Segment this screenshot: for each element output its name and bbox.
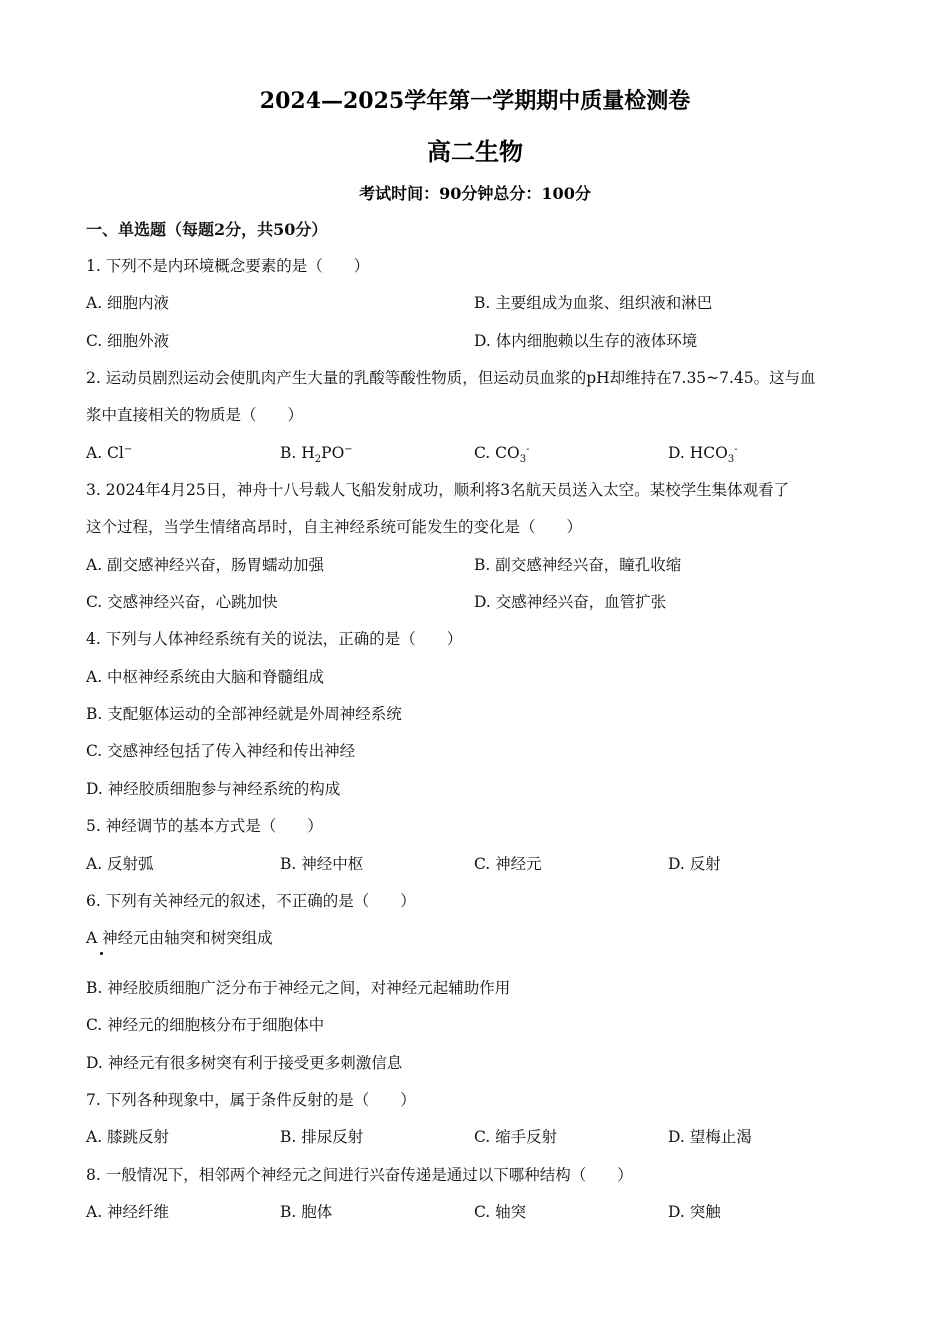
question-2-option-c [474,443,530,466]
question-7-option-c: C. 缩手反射 [474,1128,558,1146]
option-b-charge: − [344,443,353,455]
question-8-option-c: C. 轴突 [474,1203,527,1221]
question-1-option-b: B. 主要组成为血浆、组织液和淋巴 [474,294,713,312]
question-2-stem-line-1: 2. 运动员剧烈运动会使肌肉产生大量的乳酸等酸性物质，但运动员血浆的pH却维持在7.35~7.45。这与血 [86,369,816,387]
question-8-option-b: B. 胞体 [280,1203,333,1221]
option-c-text: C. CO [474,444,520,462]
question-2-option-d [668,443,738,466]
question-2-stem-line-2: 浆中直接相关的物质是（ ） [86,406,304,424]
question-6-option-b: B. 神经胶质细胞广泛分布于神经元之间，对神经元起辅助作用 [86,979,511,997]
question-1-stem: 1. 下列不是内环境概念要素的是（ ） [86,257,370,275]
question-5-option-b: B. 神经中枢 [280,855,364,873]
subject-title: 高二生物 [427,137,523,166]
option-d-subscript: 3 [727,454,735,466]
question-4-option-c: C. 交感神经包括了传入神经和传出神经 [86,742,356,760]
question-6-option-a: A 神经元由轴突和树突组成 [86,929,273,947]
question-7-option-a: A. 膝跳反射 [86,1128,170,1146]
option-a-text: A. Cl [86,444,124,462]
question-6-option-d: D. 神经元有很多树突有利于接受更多刺激信息 [86,1054,403,1072]
option-a-charge: − [123,443,133,455]
question-6-option-c: C. 神经元的细胞核分布于细胞体中 [86,1016,325,1034]
question-3-option-a: A. 副交感神经兴奋，肠胃蠕动加强 [86,556,325,574]
question-7-option-b: B. 排尿反射 [280,1128,364,1146]
option-c-subscript: 3 [519,454,527,466]
question-5-stem: 5. 神经调节的基本方式是（ ） [86,817,323,835]
question-4-option-b: B. 支配躯体运动的全部神经就是外周神经系统 [86,705,402,723]
question-3-stem-line-1: 3. 2024年4月25日，神舟十八号载人飞船发射成功，顺利将3名航天员送入太空。某校学生集体观看了 [86,481,790,499]
question-8-option-a: A. 神经纤维 [86,1203,170,1221]
option-b-text-2: PO [321,444,345,462]
question-5-option-c: C. 神经元 [474,855,542,873]
section-heading: 一、单选题（每题2分，共50分） [86,220,328,239]
question-6-stem: 6. 下列有关神经元的叙述，不正确的是（ ） [86,892,416,910]
question-3-option-c: C. 交感神经兴奋，心跳加快 [86,593,278,611]
question-2-option-a [86,443,132,463]
exam-title: 2024—2025学年第一学期期中质量检测卷 [259,88,691,114]
question-2-option-b [280,443,353,466]
option-b-text: B. H [280,444,315,462]
question-1-option-a: A. 细胞内液 [86,294,170,312]
emphasis-dot [100,952,103,955]
question-5-option-a: A. 反射弧 [86,855,154,873]
question-5-option-d: D. 反射 [668,855,721,873]
question-7-option-d: D. 望梅止渴 [668,1128,752,1146]
question-8-stem: 8. 一般情况下，相邻两个神经元之间进行兴奋传递是通过以下哪种结构（ ） [86,1166,633,1184]
question-7-stem: 7. 下列各种现象中，属于条件反射的是（ ） [86,1091,416,1109]
option-d-charge: - [734,443,738,455]
option-b-subscript: 2 [314,454,322,466]
question-4-option-d: D. 神经胶质细胞参与神经系统的构成 [86,780,341,798]
question-4-stem: 4. 下列与人体神经系统有关的说法，正确的是（ ） [86,630,463,648]
option-d-text: D. HCO [668,444,728,462]
question-1-option-c: C. 细胞外液 [86,332,170,350]
question-3-stem-line-2: 这个过程，当学生情绪高昂时，自主神经系统可能发生的变化是（ ） [86,518,583,536]
exam-info: 考试时间：90分钟总分：100分 [359,184,591,203]
question-3-option-b: B. 副交感神经兴奋，瞳孔收缩 [474,556,682,574]
question-3-option-d: D. 交感神经兴奋，血管扩张 [474,593,667,611]
question-1-option-d: D. 体内细胞赖以生存的液体环境 [474,332,698,350]
question-4-option-a: A. 中枢神经系统由大脑和脊髓组成 [86,668,325,686]
question-8-option-d: D. 突触 [668,1203,721,1221]
option-c-charge: - [526,443,530,455]
